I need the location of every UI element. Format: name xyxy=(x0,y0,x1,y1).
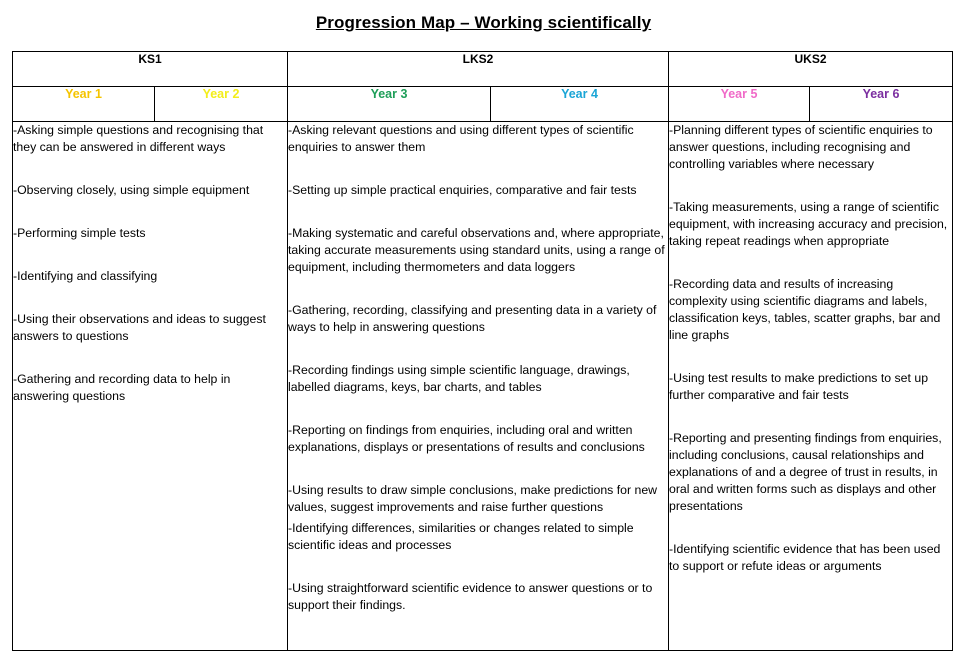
progression-table xyxy=(12,51,953,651)
list-item: -Gathering and recording data to help in answering questions xyxy=(13,372,231,403)
list-item: -Taking measurements, using a range of scientific equipment, with increasing accuracy and precision, taking repeat readings when appropriate xyxy=(669,200,948,248)
list-item: -Asking relevant questions and using different types of scientific enquiries to answer them xyxy=(288,123,634,154)
list-item: -Gathering, recording, classifying and presenting data in a variety of ways to help in answering questions xyxy=(288,303,657,334)
year-header-3: Year 3 xyxy=(288,87,491,122)
ks1-content-cell xyxy=(13,122,288,651)
page-title: Progression Map – Working scientifically xyxy=(315,13,652,32)
list-item: -Observing closely, using simple equipment xyxy=(13,183,250,197)
list-item: -Using results to draw simple conclusions, make predictions for new values, suggest improvements and raise further questions xyxy=(288,483,658,514)
list-item: -Reporting on findings from enquiries, including oral and written explanations, displays or presentations of results and conclusions xyxy=(288,423,645,454)
list-item: -Identifying differences, similarities or changes related to simple scientific ideas and processes xyxy=(288,521,634,552)
year-header-row xyxy=(13,87,953,122)
list-item: -Identifying and classifying xyxy=(13,269,158,283)
list-item: -Recording findings using simple scientific language, drawings, labelled diagrams, keys, bar charts, and tables xyxy=(288,363,630,394)
list-item: -Identifying scientific evidence that has been used to support or refute ideas or arguments xyxy=(669,542,941,573)
key-stage-header-row xyxy=(13,52,953,87)
stage-header-lks2: LKS2 xyxy=(288,52,669,87)
list-item: -Using their observations and ideas to suggest answers to questions xyxy=(13,312,266,343)
list-item: -Planning different types of scientific enquiries to answer questions, including recognising and controlling variables where necessary xyxy=(669,123,933,171)
year-header-6: Year 6 xyxy=(810,87,953,122)
stage-header-uks2: UKS2 xyxy=(669,52,953,87)
list-item: -Using straightforward scientific evidence to answer questions or to support their findings. xyxy=(288,581,653,612)
stage-header-ks1: KS1 xyxy=(13,52,288,87)
list-item: -Recording data and results of increasing complexity using scientific diagrams and labels, classification keys, tables, scatter graphs, bar and line graphs xyxy=(669,277,941,342)
year-header-1: Year 1 xyxy=(13,87,155,122)
year-header-4: Year 4 xyxy=(491,87,669,122)
list-item: -Asking simple questions and recognising that they can be answered in different ways xyxy=(13,123,264,154)
uks2-content-cell xyxy=(669,122,953,651)
list-item: -Performing simple tests xyxy=(13,226,146,240)
year-header-2: Year 2 xyxy=(155,87,288,122)
list-item: -Making systematic and careful observations and, where appropriate, taking accurate measurements using standard units, using a range of equipment, including thermometers and data loggers xyxy=(288,226,665,274)
content-row xyxy=(13,122,953,651)
list-item: -Reporting and presenting findings from enquiries, including conclusions, causal relationships and explanations of and a degree of trust in results, in oral and written forms such as displays and other presentations xyxy=(669,431,942,513)
list-item: -Setting up simple practical enquiries, comparative and fair tests xyxy=(288,183,637,197)
year-header-5: Year 5 xyxy=(669,87,810,122)
list-item: -Using test results to make predictions to set up further comparative and fair tests xyxy=(669,371,929,402)
lks2-content-cell xyxy=(288,122,669,651)
